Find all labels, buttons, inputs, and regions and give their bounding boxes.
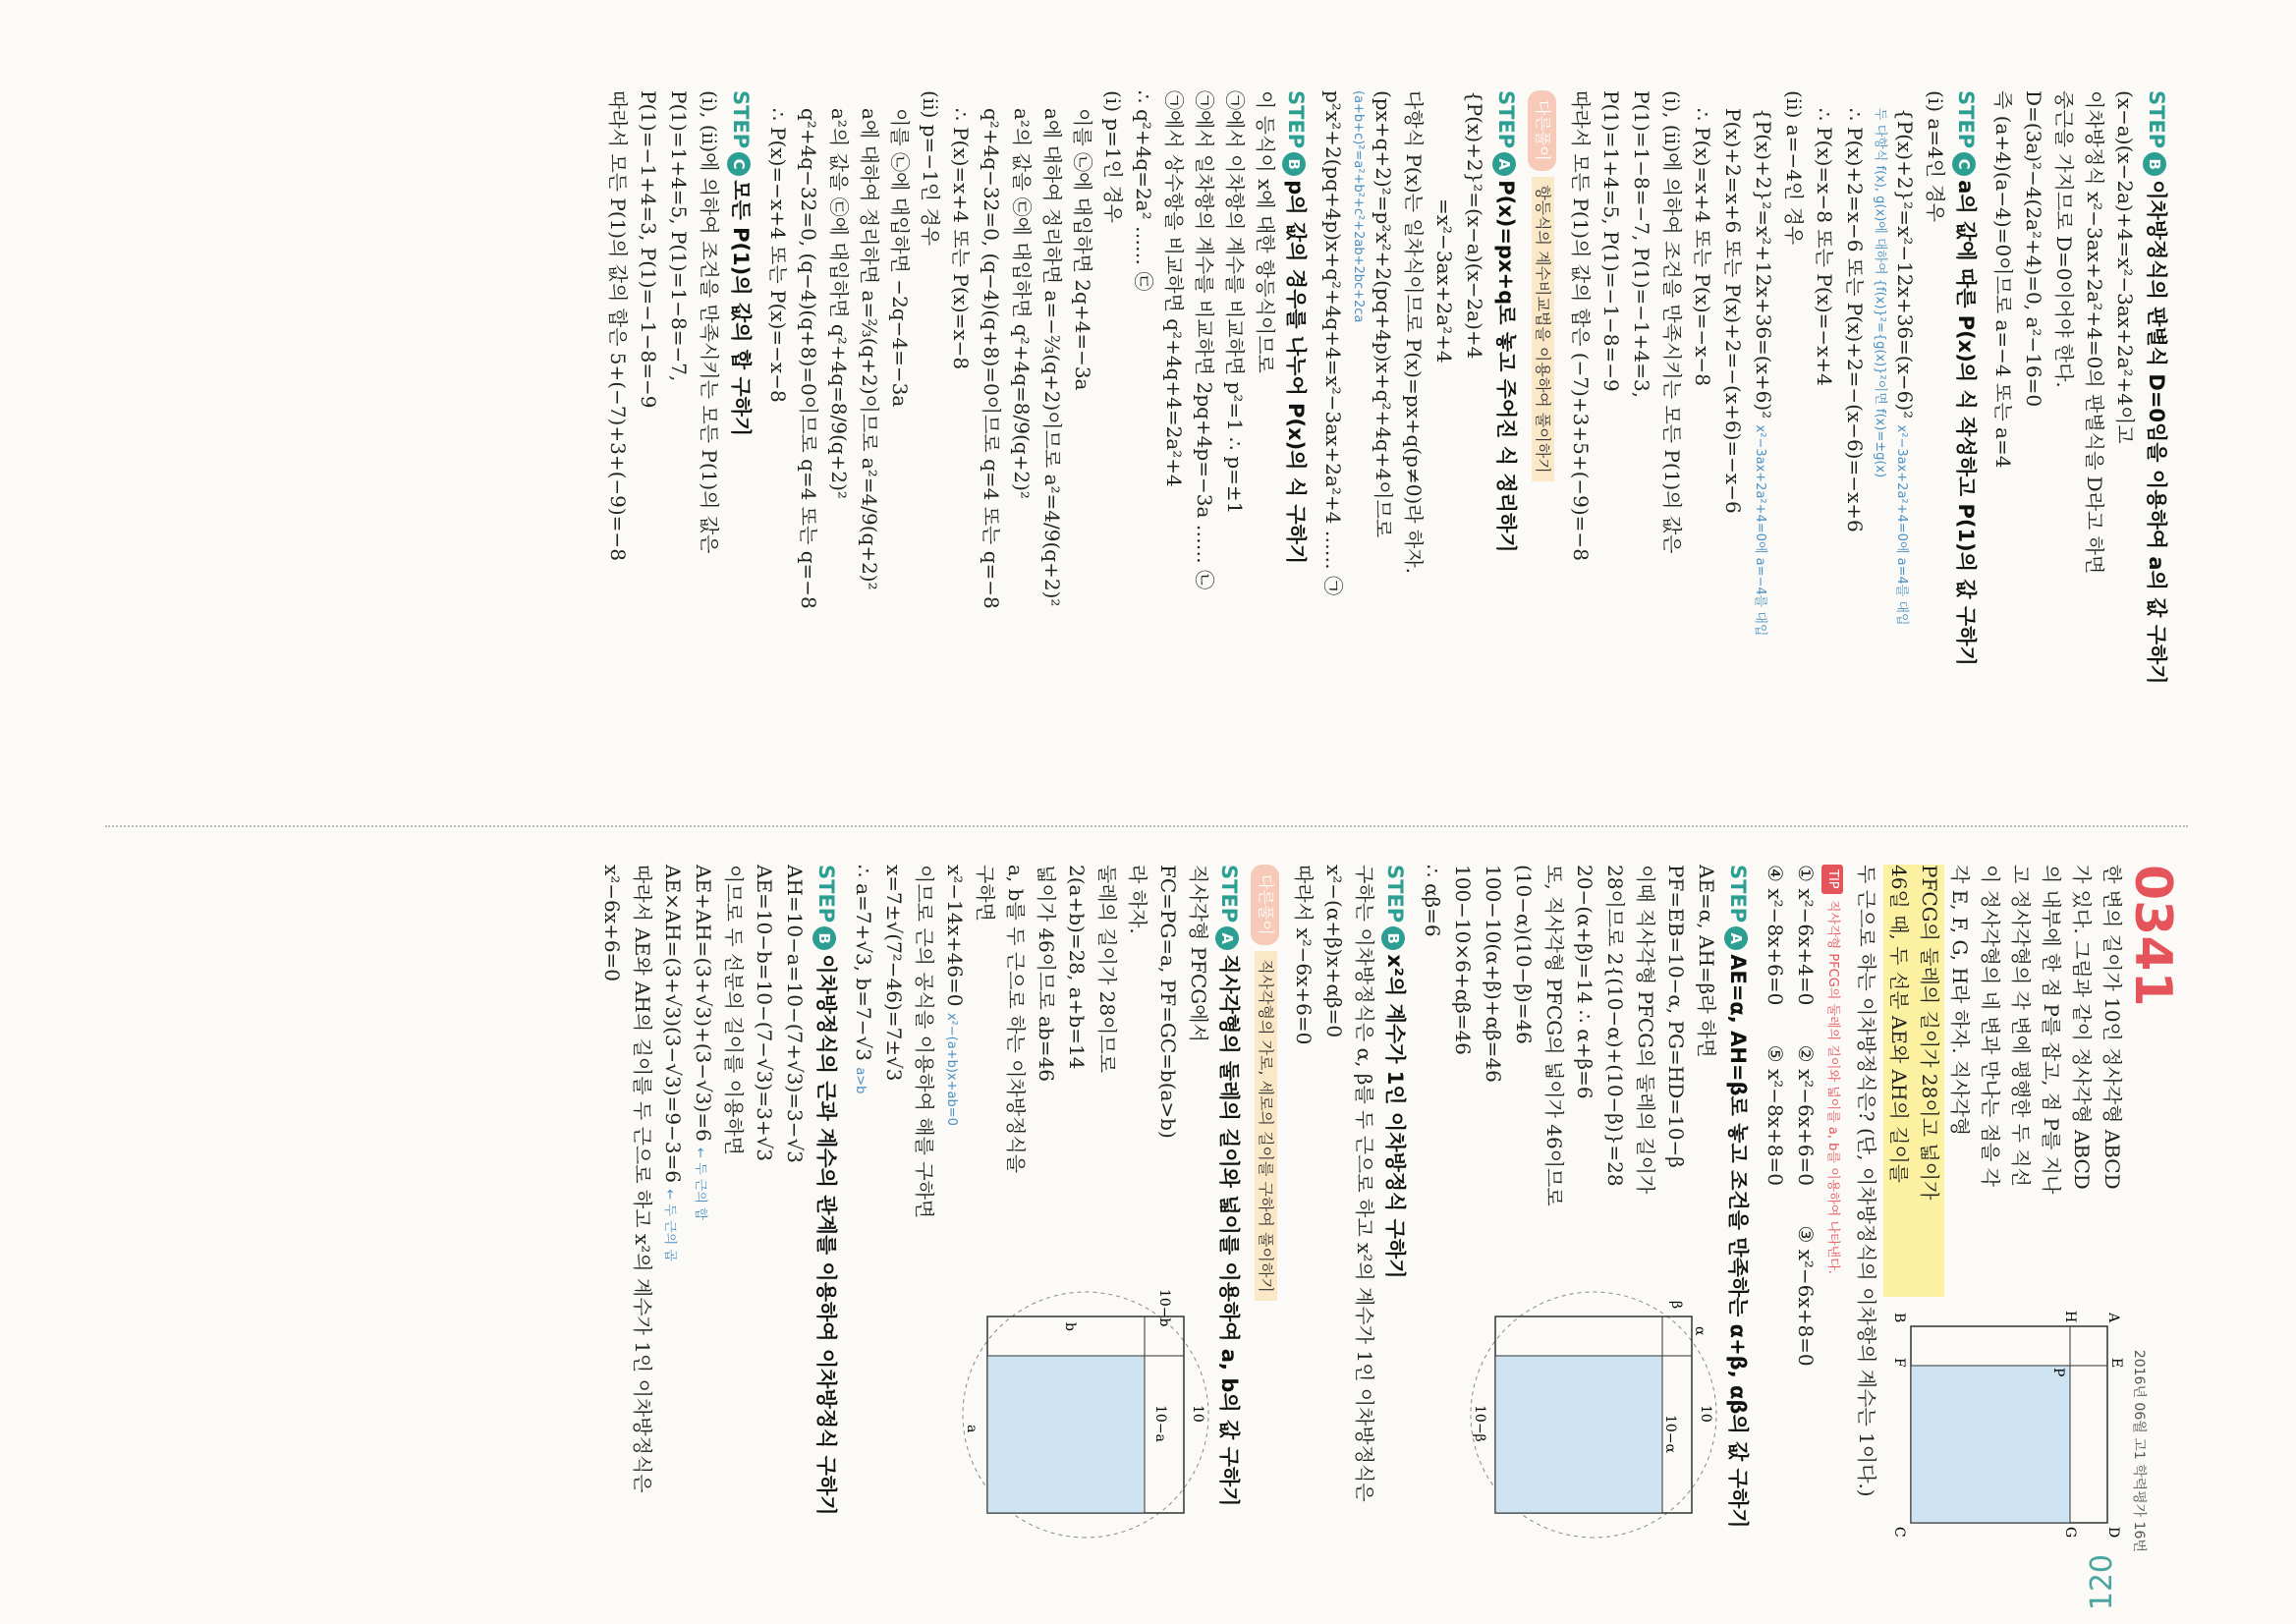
figure-square-1 — [1881, 1307, 2127, 1552]
label-10-a: 10−a — [1151, 1405, 1168, 1442]
text-line: a에 대하여 정리하면 a=−⅔(q+2)이므로 a²=4/9(q+2)² — [1039, 108, 1064, 607]
problem-source: 2016년 06월 고1 학력평가 16번 — [2130, 1349, 2147, 1552]
text-line: ∴ P(x)=x+4 또는 P(x)=x−8 — [948, 108, 973, 370]
text-line: 따라서 AE와 AH의 길이를 두 근으로 하고 x²의 계수가 1인 이차방정식은 — [631, 865, 655, 1493]
alt-step-c-heading: STEPC모든 P(1)의 값의 합 구하기 — [728, 90, 753, 437]
alt-solution-banner-right: 다른풀이 직사각형의 가로, 세로의 길이를 구하여 풀이하기 — [1251, 865, 1282, 1552]
label-beta: β — [1668, 1301, 1685, 1310]
text-line: FC=PG=a, PF=GC=b(a>b) — [1155, 865, 1180, 1139]
choice-5[interactable]: ⑤ x²−8x+8=0 — [1764, 1044, 1787, 1186]
problem-line: 가 있다. 그림과 같이 정사각형 ABCD — [2070, 865, 2094, 1190]
problem-body — [1881, 865, 2127, 1552]
label-g: G — [2062, 1527, 2078, 1539]
problem-line: 이 정사각형의 네 변과 만나는 점을 각 — [1979, 865, 2002, 1187]
text-line: 이를 ㉡에 대입하면 −2q−4=−3a — [887, 108, 912, 408]
label-10-b: 10−b — [1155, 1289, 1172, 1327]
text-line: (ⅰ) a=4인 경우 — [1923, 90, 1947, 223]
right-problem-column — [596, 865, 2182, 1552]
figure-square-3 — [958, 1287, 1213, 1542]
label-a-len: a — [963, 1425, 980, 1433]
text-line: x²−(α+β)x+αβ=0 — [1321, 865, 1346, 1038]
text-line: PF=EB=10−α, PG=HD=10−β — [1664, 865, 1689, 1168]
figure-square-2 — [1466, 1287, 1721, 1542]
text-line: x=7±√(7²−46)=7±√3 — [881, 865, 906, 1082]
text-line: P(1)=1+4=5, P(1)=−1−8=−9 — [1598, 90, 1623, 392]
text-line: ∴ αβ=6 — [1421, 865, 1445, 937]
text-line: 따라서 모든 P(1)의 값의 합은 (−7)+3+5+(−9)=−8 — [1568, 90, 1593, 561]
text-line: (ⅱ) a=−4인 경우 — [1781, 90, 1806, 246]
text-line: 둘레의 길이가 28이므로 — [1094, 865, 1119, 1074]
text-line: AE=α, AH=β라 하면 — [1695, 865, 1719, 1058]
text-line: {P(x)+2}²=x²+12x+36=(x+6)² x²−3ax+2a²+4=0에 a=−4를 대입 — [1751, 108, 1775, 637]
left-solution-column — [602, 90, 2178, 798]
step-a-heading: STEPAAE=α, AH=β로 놓고 조건을 만족하는 α+β, αβ의 값 구하기 — [1726, 865, 1750, 1529]
page-number: 120 — [2085, 1554, 2119, 1611]
label-f: F — [1891, 1358, 1907, 1368]
text-line: 2(a+b)=28, a+b=14 — [1064, 865, 1089, 1070]
problem-line: 46일 때, 두 선분 AE와 AH의 길이를 — [1883, 865, 1914, 1297]
text-line: AH=10−a=10−(7+√3)=3−√3 — [783, 865, 808, 1164]
text-line: 넓이가 46이므로 ab=46 — [1034, 865, 1058, 1083]
step-c-heading: STEPCa의 값에 따른 P(x)의 식 작성하고 P(1)의 값 구하기 — [1954, 90, 1979, 666]
label-10-alpha: 10−α — [1662, 1415, 1679, 1453]
alt-step-b-heading-right: STEPB이차방정식의 근과 계수의 관계를 이용하여 이차방정식 구하기 — [813, 865, 838, 1516]
text-line: (x−a)(x−2a)+4=x²−3ax+2a²+4이고 — [2113, 90, 2138, 444]
label-ten: 10 — [1189, 1405, 1205, 1423]
step-a-body — [1417, 865, 1721, 1552]
text-line: a, b를 두 근으로 하는 이차방정식을 — [1003, 865, 1028, 1174]
label-e: E — [2108, 1358, 2124, 1369]
text-line: q²+4q−32=0, (q−4)(q+8)=0이므로 q=4 또는 q=−8 — [796, 108, 820, 609]
problem-line: 두 근으로 하는 이차방정식은? (단, 이차방정식의 이차항의 계수는 1이다.) — [1855, 865, 1878, 1497]
label-alpha: α — [1692, 1326, 1708, 1336]
text-line: a²의 값을 ㉢에 대입하면 q²+4q=8/9(q+2)² — [826, 108, 851, 499]
text-line: (ⅰ), (ⅱ)에 의하여 조건을 만족시키는 모든 P(1)의 값은 — [1659, 90, 1684, 554]
problem-line: 의 내부에 한 점 P를 잡고, 점 P를 지나 — [2040, 865, 2063, 1195]
text-line: ∴ P(x)=x−8 또는 P(x)=−x+4 — [1812, 108, 1836, 386]
label-b-len: b — [1061, 1322, 1078, 1331]
choice-4[interactable]: ④ x²−8x+6=0 — [1764, 865, 1787, 1006]
alt-solution-banner: 다른풀이 항등식의 계수비교법을 이용하여 풀이하기 — [1528, 90, 1559, 798]
text-line: q²+4q−32=0, (q−4)(q+8)=0이므로 q=4 또는 q=−8 — [979, 108, 1003, 609]
label-d: D — [2105, 1527, 2121, 1539]
text-line: AE×AH=(3+√3)(3−√3)=9−3=6 ← 두 근의 곱 — [661, 865, 686, 1261]
text-line: ∴ P(x)=−x+4 또는 P(x)=−x−8 — [765, 108, 790, 403]
label-p: P — [2050, 1368, 2066, 1377]
text-line: 직사각형 PFCG에서 — [1186, 865, 1210, 1042]
problem-line: PFCG의 둘레의 길이가 28이고 넓이가 — [1914, 865, 1944, 1297]
problem-line: 각 E, F, G, H라 하자. 직사각형 — [1948, 865, 1972, 1137]
label-c: C — [1891, 1527, 1907, 1538]
text-line: {P(x)+2}²=(x−a)(x−2a)+4 — [1463, 90, 1487, 360]
column-divider — [105, 825, 2188, 827]
problem-line: 고 정사각형의 각 변에 평행한 두 직선 — [2009, 865, 2033, 1187]
text-line: 구하면 — [973, 865, 997, 922]
text-line: 28이므로 2{(10−α)+(10−β)}=28 — [1603, 865, 1628, 1187]
text-line: (px+q+2)²=p²x²+2(pq+4p)x+q²+4q+4이므로 — [1372, 90, 1396, 538]
text-line: P(1)=1+4=5, P(1)=1−8=−7, — [667, 90, 692, 382]
text-line: 따라서 모든 P(1)의 값의 합은 5+(−7)+3+(−9)=−8 — [606, 90, 631, 561]
text-line: {P(x)+2}²=x²−12x+36=(x−6)² x²−3ax+2a²+4=0에 a=4를 대입 — [1892, 108, 1917, 626]
text-line: ∴ q²+4q=2a² …… ㉢ — [1131, 90, 1155, 292]
step-b-heading-right: STEPBx²의 계수가 1인 이차방정식 구하기 — [1383, 865, 1408, 1279]
alt-step-a-heading: STEPAP(x)=px+q로 놓고 주어진 식 정리하기 — [1493, 90, 1518, 553]
text-line: 라 하자. — [1125, 865, 1149, 934]
alt-step-b-heading: STEPBp의 값의 경우를 나누어 P(x)의 식 구하기 — [1284, 90, 1309, 565]
text-line: (ⅱ) p=−1인 경우 — [918, 90, 942, 247]
text-line: a에 대하여 정리하면 a=⅔(q+2)이므로 a²=4/9(q+2)² — [857, 108, 881, 590]
text-line: x²−14x+46=0 x²−(a+b)x+ab=0 — [942, 865, 967, 1126]
step-b-heading: STEPB이차방정식의 판별식 D=0임을 이용하여 a의 값 구하기 — [2145, 90, 2168, 685]
text-line: x²−6x+6=0 — [600, 865, 625, 982]
text-line: ㉠에서 이차항의 계수를 비교하면 p²=1 ∴ p=±1 — [1222, 90, 1247, 515]
text-line: 이므로 두 선분의 길이를 이용하면 — [722, 865, 747, 1155]
text-line: ∴ a=7+√3, b=7−√3 a>b — [851, 865, 875, 1094]
text-line: 100−10×6+αβ=46 — [1451, 865, 1476, 1055]
text-line: P(x)+2=x+6 또는 P(x)+2=−(x+6)=−x−6 — [1720, 108, 1745, 514]
problem-line: 한 변의 길이가 10인 정사각형 ABCD — [2100, 865, 2124, 1190]
text-line: P(1)=−1+4=3, P(1)=−1−8=−9 — [637, 90, 661, 409]
question-number: 0341 — [2123, 865, 2182, 1007]
label-10-beta: 10−β — [1472, 1405, 1488, 1442]
text-line: a²의 값을 ㉢에 대입하면 q²+4q=8/9(q+2)² — [1009, 108, 1034, 499]
text-line: (ⅰ), (ⅱ)에 의하여 조건을 만족시키는 모든 P(1)의 값은 — [698, 90, 722, 554]
text-line: 또, 직사각형 PFCG의 넓이가 46이므로 — [1542, 865, 1567, 1206]
label-h: H — [2062, 1311, 2078, 1323]
label-a: A — [2105, 1313, 2121, 1323]
text-line: ∴ P(x)+2=x−6 또는 P(x)+2=−(x−6)=−x+6 — [1842, 108, 1867, 532]
text-line: 이를 ㉡에 대입하면 2q+4=−3a — [1070, 108, 1094, 391]
alt-step-a-body — [848, 865, 1213, 1552]
choice-3[interactable]: ③ x²−6x+8=0 — [1794, 1225, 1818, 1367]
text-line: 중근을 가지므로 D=0이어야 한다. — [2052, 90, 2077, 388]
text-line: 구하는 이차방정식은 α, β를 두 근으로 하고 x²의 계수가 1인 이차방정식은 — [1352, 865, 1376, 1502]
text-line: ㉠에서 상수항을 비교하면 q²+4q+4=2a²+4 — [1161, 90, 1186, 487]
text-line: (10−α)(10−β)=46 — [1512, 865, 1537, 1044]
text-line: ㉠에서 일차항의 계수를 비교하면 2pq+4p=−3a …… ㉡ — [1192, 90, 1216, 590]
text-line: ∴ P(x)=x+4 또는 P(x)=−x−8 — [1690, 108, 1714, 386]
text-line: 이 등식이 x에 대한 항등식이므로 — [1253, 90, 1277, 373]
text-line: (ⅰ) p=1인 경우 — [1100, 90, 1125, 223]
text-line: 20−(α+β)=14 ∴ α+β=6 — [1573, 865, 1597, 1099]
label-b: B — [1891, 1313, 1907, 1323]
problem-header — [2123, 865, 2182, 1552]
text-line: P(1)=1−8=−7, P(1)=−1+4=3, — [1629, 90, 1653, 399]
text-line: AE+AH=(3+√3)+(3−√3)=6 ← 두 근의 합 — [692, 865, 716, 1220]
side-note: 두 다항식 f(x), g(x)에 대하여 {f(x)}²={g(x)}²이면 f(x)=±g(x) — [1872, 108, 1887, 478]
choice-1[interactable]: ① x²−6x+4=0 — [1794, 865, 1818, 1006]
text-line: 이차방정식 x²−3ax+2a²+4=0의 판별식을 D라고 하면 — [2083, 90, 2107, 575]
choice-2[interactable]: ② x²−6x+6=0 — [1794, 1044, 1818, 1186]
text-line: 이때 직사각형 PFCG의 둘레의 길이가 — [1634, 865, 1658, 1195]
text-line: 따라서 x²−6x+6=0 — [1291, 865, 1316, 1045]
text-line: D=(3a)²−4(2a²+4)=0, a²−16=0 — [2022, 90, 2046, 408]
side-note: (a+b+c)²=a²+b²+c²+2ab+2bc+2ca — [1351, 90, 1367, 323]
text-line: =x²−3ax+2a²+4 — [1432, 198, 1457, 364]
answer-choices — [1760, 865, 1820, 1552]
text-line: p²x²+2(pq+4p)x+q²+4q+4=x²−3ax+2a²+4 …… ㉠ — [1321, 90, 1346, 596]
text-line: 100−10(α+β)+αβ=46 — [1482, 865, 1506, 1083]
text-line: AE=10−b=10−(7−√3)=3+√3 — [753, 865, 777, 1162]
alt-step-a-heading-right: STEPA직사각형의 둘레의 길이와 넓이를 이용하여 a, b의 값 구하기 — [1217, 865, 1242, 1507]
label-ten: 10 — [1698, 1405, 1714, 1423]
tip-box: TIP 직사각형 PFCG의 둘레의 길이와 넓이를 a, b를 이용하여 나타낸다. — [1820, 865, 1851, 1552]
text-line: 다항식 P(x)는 일차식이므로 P(x)=px+q(p≠0)라 하자. — [1402, 90, 1427, 574]
text-line: 즉 (a+4)(a−4)=0이므로 a=−4 또는 a=4 — [1991, 90, 2016, 469]
text-line: 이므로 근의 공식을 이용하여 해를 구하면 — [912, 865, 936, 1219]
